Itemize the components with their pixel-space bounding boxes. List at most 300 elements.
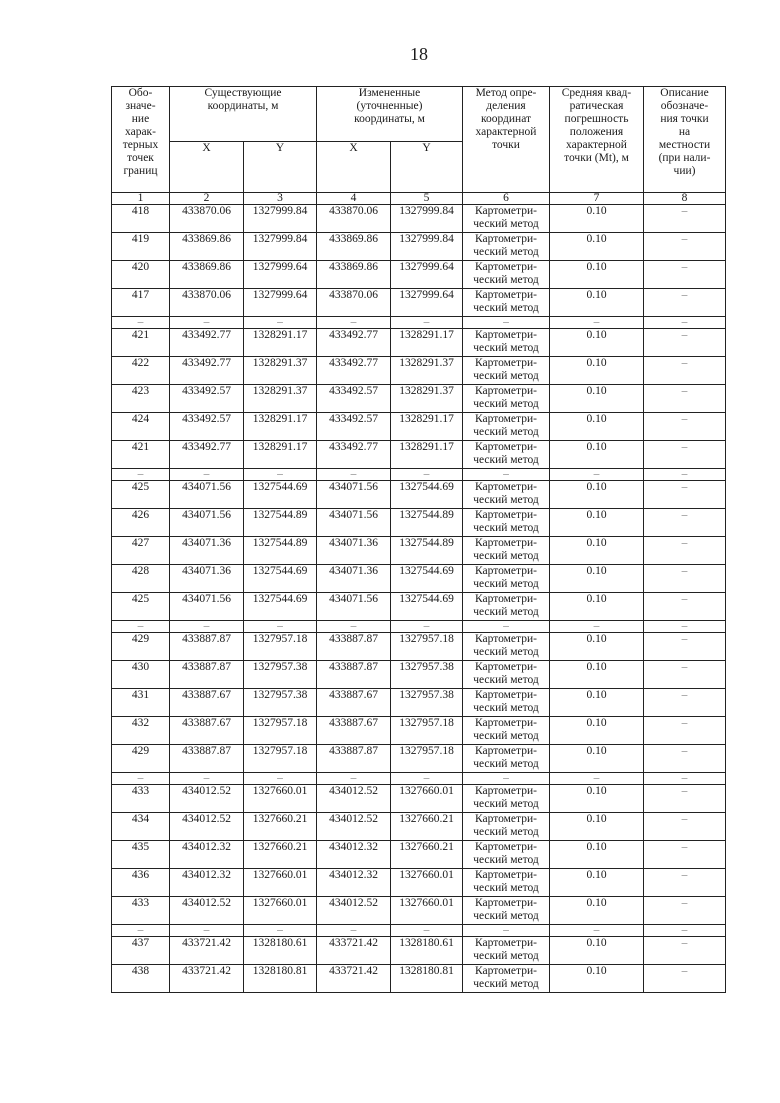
changed-x-cell: 433492.77 (317, 441, 391, 469)
method-text-line1: Картометри- (475, 537, 537, 549)
changed-x-cell: 433492.57 (317, 385, 391, 413)
method-text-line1: Картометри- (475, 441, 537, 453)
method-text-line1: Картометри- (475, 509, 537, 521)
description-cell: – (644, 385, 726, 413)
table-row (112, 205, 726, 233)
separator-dash: – (170, 621, 244, 633)
method-text-line2: ческий метод (473, 274, 539, 286)
error-cell: 0.10 (550, 441, 644, 469)
point-id-cell: 425 (112, 481, 170, 509)
description-cell: – (644, 509, 726, 537)
description-cell: – (644, 633, 726, 661)
description-cell: – (644, 717, 726, 745)
separator-dash: – (644, 469, 726, 481)
description-cell: – (644, 869, 726, 897)
point-id-cell: 429 (112, 633, 170, 661)
header-existing-coordinates: Существующие координаты, м (170, 87, 317, 142)
description-cell: – (644, 289, 726, 317)
header-changed-x: X (317, 142, 391, 193)
existing-y-cell: 1327660.01 (244, 785, 317, 813)
point-id-cell: 422 (112, 357, 170, 385)
method-text-line2: ческий метод (473, 798, 539, 810)
description-cell: – (644, 897, 726, 925)
separator-dash: – (244, 621, 317, 633)
error-cell: 0.10 (550, 869, 644, 897)
existing-x-cell: 433869.86 (170, 233, 244, 261)
error-cell: 0.10 (550, 205, 644, 233)
separator-row (112, 469, 726, 481)
error-cell: 0.10 (550, 661, 644, 689)
changed-y-cell: 1327957.38 (391, 689, 463, 717)
point-id-cell: 433 (112, 897, 170, 925)
separator-row (112, 925, 726, 937)
point-id-cell: 418 (112, 205, 170, 233)
method-text-line2: ческий метод (473, 578, 539, 590)
description-cell: – (644, 937, 726, 965)
method-text-line1: Картометри- (475, 233, 537, 245)
changed-x-cell: 434012.52 (317, 785, 391, 813)
column-number: 1 (112, 193, 170, 205)
method-cell (463, 593, 550, 621)
method-cell (463, 813, 550, 841)
error-cell: 0.10 (550, 633, 644, 661)
changed-y-cell: 1327957.38 (391, 661, 463, 689)
separator-dash: – (391, 621, 463, 633)
changed-x-cell: 434012.52 (317, 897, 391, 925)
existing-y-cell: 1327999.64 (244, 289, 317, 317)
separator-dash: – (391, 773, 463, 785)
separator-dash: – (170, 317, 244, 329)
description-cell: – (644, 661, 726, 689)
error-cell: 0.10 (550, 745, 644, 773)
changed-x-cell: 433870.06 (317, 289, 391, 317)
table-row (112, 745, 726, 773)
existing-y-cell: 1327544.89 (244, 537, 317, 565)
separator-row (112, 317, 726, 329)
method-cell (463, 897, 550, 925)
description-cell: – (644, 413, 726, 441)
existing-x-cell: 433721.42 (170, 937, 244, 965)
changed-y-cell: 1327999.84 (391, 205, 463, 233)
method-cell (463, 481, 550, 509)
existing-x-cell: 434012.52 (170, 785, 244, 813)
table-row (112, 593, 726, 621)
header-method: Метод опре- деления координат характерной точки (463, 87, 550, 193)
description-cell: – (644, 481, 726, 509)
method-text-line2: ческий метод (473, 494, 539, 506)
column-number: 6 (463, 193, 550, 205)
existing-y-cell: 1328180.61 (244, 937, 317, 965)
method-cell (463, 205, 550, 233)
table-row (112, 785, 726, 813)
description-cell: – (644, 965, 726, 993)
description-cell: – (644, 689, 726, 717)
separator-dash: – (463, 773, 550, 785)
method-cell (463, 565, 550, 593)
existing-y-cell: 1328291.37 (244, 385, 317, 413)
method-text-line1: Картометри- (475, 841, 537, 853)
changed-y-cell: 1327544.89 (391, 509, 463, 537)
table-body (112, 205, 726, 993)
changed-x-cell: 433492.77 (317, 357, 391, 385)
column-number: 7 (550, 193, 644, 205)
point-id-cell: 436 (112, 869, 170, 897)
error-cell: 0.10 (550, 689, 644, 717)
method-cell (463, 385, 550, 413)
method-text-line2: ческий метод (473, 854, 539, 866)
changed-y-cell: 1327544.69 (391, 481, 463, 509)
method-cell (463, 869, 550, 897)
changed-x-cell: 433869.86 (317, 233, 391, 261)
separator-dash: – (170, 925, 244, 937)
changed-y-cell: 1328180.81 (391, 965, 463, 993)
existing-y-cell: 1327544.89 (244, 509, 317, 537)
error-cell: 0.10 (550, 565, 644, 593)
changed-y-cell: 1327660.01 (391, 785, 463, 813)
changed-y-cell: 1327957.18 (391, 633, 463, 661)
existing-x-cell: 433492.77 (170, 329, 244, 357)
method-cell (463, 841, 550, 869)
column-number: 2 (170, 193, 244, 205)
changed-x-cell: 434012.32 (317, 869, 391, 897)
method-text-line1: Картометри- (475, 205, 537, 217)
changed-x-cell: 434071.36 (317, 565, 391, 593)
existing-x-cell: 433492.77 (170, 441, 244, 469)
separator-dash: – (463, 925, 550, 937)
point-id-cell: 435 (112, 841, 170, 869)
existing-y-cell: 1327660.01 (244, 897, 317, 925)
method-text-line1: Картометри- (475, 661, 537, 673)
existing-x-cell: 433492.77 (170, 357, 244, 385)
existing-y-cell: 1327999.64 (244, 261, 317, 289)
description-cell: – (644, 565, 726, 593)
changed-x-cell: 433492.77 (317, 329, 391, 357)
error-cell: 0.10 (550, 841, 644, 869)
description-cell: – (644, 329, 726, 357)
description-cell: – (644, 357, 726, 385)
point-id-cell: 434 (112, 813, 170, 841)
method-cell (463, 289, 550, 317)
existing-y-cell: 1328180.81 (244, 965, 317, 993)
table-row (112, 869, 726, 897)
method-text-line1: Картометри- (475, 565, 537, 577)
table-row (112, 413, 726, 441)
method-text-line1: Картометри- (475, 717, 537, 729)
point-id-cell: 438 (112, 965, 170, 993)
method-text-line2: ческий метод (473, 522, 539, 534)
changed-x-cell: 434012.32 (317, 841, 391, 869)
column-numbers-row (112, 193, 726, 205)
error-cell: 0.10 (550, 289, 644, 317)
method-text-line2: ческий метод (473, 606, 539, 618)
separator-dash: – (317, 925, 391, 937)
point-id-cell: 431 (112, 689, 170, 717)
existing-y-cell: 1328291.37 (244, 357, 317, 385)
method-cell (463, 233, 550, 261)
method-text-line2: ческий метод (473, 758, 539, 770)
changed-y-cell: 1327999.64 (391, 261, 463, 289)
existing-y-cell: 1328291.17 (244, 413, 317, 441)
existing-y-cell: 1327660.01 (244, 869, 317, 897)
error-cell: 0.10 (550, 937, 644, 965)
table-row (112, 633, 726, 661)
changed-x-cell: 434071.56 (317, 593, 391, 621)
page-number: 18 (410, 44, 428, 64)
existing-y-cell: 1327957.18 (244, 717, 317, 745)
changed-y-cell: 1328180.61 (391, 937, 463, 965)
separator-dash: – (644, 317, 726, 329)
error-cell: 0.10 (550, 233, 644, 261)
method-text-line2: ческий метод (473, 910, 539, 922)
changed-y-cell: 1327660.01 (391, 897, 463, 925)
existing-x-cell: 434071.56 (170, 509, 244, 537)
method-text-line2: ческий метод (473, 674, 539, 686)
description-cell: – (644, 441, 726, 469)
table-row (112, 357, 726, 385)
method-text-line1: Картометри- (475, 869, 537, 881)
separator-dash: – (317, 621, 391, 633)
method-text-line2: ческий метод (473, 218, 539, 230)
header-existing-y: Y (244, 142, 317, 193)
method-text-line1: Картометри- (475, 745, 537, 757)
point-id-cell: 429 (112, 745, 170, 773)
method-cell (463, 965, 550, 993)
method-text-line2: ческий метод (473, 426, 539, 438)
description-cell: – (644, 813, 726, 841)
existing-x-cell: 433869.86 (170, 261, 244, 289)
separator-dash: – (391, 925, 463, 937)
existing-y-cell: 1327957.18 (244, 633, 317, 661)
method-cell (463, 717, 550, 745)
method-text-line2: ческий метод (473, 950, 539, 962)
header-existing-x: X (170, 142, 244, 193)
existing-y-cell: 1327957.18 (244, 745, 317, 773)
method-text-line2: ческий метод (473, 454, 539, 466)
changed-y-cell: 1328291.37 (391, 357, 463, 385)
method-cell (463, 689, 550, 717)
method-cell (463, 329, 550, 357)
method-cell (463, 661, 550, 689)
existing-x-cell: 434071.56 (170, 593, 244, 621)
changed-x-cell: 434012.52 (317, 813, 391, 841)
table-row (112, 661, 726, 689)
method-text-line2: ческий метод (473, 730, 539, 742)
table-row (112, 509, 726, 537)
existing-y-cell: 1327999.84 (244, 233, 317, 261)
method-text-line1: Картометри- (475, 785, 537, 797)
existing-y-cell: 1327660.21 (244, 841, 317, 869)
point-id-cell: 426 (112, 509, 170, 537)
method-text-line1: Картометри- (475, 689, 537, 701)
table-row (112, 385, 726, 413)
error-cell: 0.10 (550, 717, 644, 745)
separator-dash: – (463, 621, 550, 633)
changed-y-cell: 1328291.37 (391, 385, 463, 413)
changed-y-cell: 1328291.17 (391, 329, 463, 357)
header-mean-square-error: Средняя квад- ратическая погрешность положения характерной точки (Mt), м (550, 87, 644, 193)
method-text-line1: Картометри- (475, 385, 537, 397)
method-cell (463, 261, 550, 289)
method-text-line1: Картометри- (475, 289, 537, 301)
changed-x-cell: 433869.86 (317, 261, 391, 289)
existing-x-cell: 433870.06 (170, 205, 244, 233)
method-cell (463, 537, 550, 565)
table-row (112, 233, 726, 261)
description-cell: – (644, 205, 726, 233)
method-text-line2: ческий метод (473, 398, 539, 410)
method-text-line2: ческий метод (473, 342, 539, 354)
header-changed-coordinates: Измененные (уточненные) координаты, м (317, 87, 463, 142)
point-id-cell: 420 (112, 261, 170, 289)
changed-x-cell: 434071.36 (317, 537, 391, 565)
separator-dash: – (170, 773, 244, 785)
table-row (112, 689, 726, 717)
changed-x-cell: 433721.42 (317, 937, 391, 965)
point-id-cell: 430 (112, 661, 170, 689)
method-text-line2: ческий метод (473, 702, 539, 714)
separator-dash: – (112, 317, 170, 329)
error-cell: 0.10 (550, 537, 644, 565)
existing-x-cell: 433887.67 (170, 689, 244, 717)
changed-x-cell: 433887.67 (317, 717, 391, 745)
description-cell: – (644, 593, 726, 621)
description-cell: – (644, 261, 726, 289)
changed-x-cell: 433887.67 (317, 689, 391, 717)
table-row (112, 897, 726, 925)
changed-y-cell: 1327957.18 (391, 717, 463, 745)
existing-y-cell: 1327544.69 (244, 481, 317, 509)
existing-y-cell: 1327957.38 (244, 661, 317, 689)
method-cell (463, 745, 550, 773)
separator-dash: – (317, 469, 391, 481)
description-cell: – (644, 745, 726, 773)
changed-y-cell: 1327957.18 (391, 745, 463, 773)
separator-dash: – (112, 469, 170, 481)
error-cell: 0.10 (550, 413, 644, 441)
changed-y-cell: 1327999.64 (391, 289, 463, 317)
changed-y-cell: 1328291.17 (391, 441, 463, 469)
table-row (112, 289, 726, 317)
method-text-line2: ческий метод (473, 550, 539, 562)
existing-x-cell: 433870.06 (170, 289, 244, 317)
separator-dash: – (550, 621, 644, 633)
description-cell: – (644, 537, 726, 565)
column-number: 8 (644, 193, 726, 205)
separator-dash: – (112, 925, 170, 937)
point-id-cell: 433 (112, 785, 170, 813)
changed-y-cell: 1327544.69 (391, 565, 463, 593)
point-id-cell: 417 (112, 289, 170, 317)
method-text-line1: Картометри- (475, 593, 537, 605)
method-text-line2: ческий метод (473, 370, 539, 382)
existing-x-cell: 433887.87 (170, 661, 244, 689)
error-cell: 0.10 (550, 357, 644, 385)
coordinates-table (111, 86, 726, 993)
changed-x-cell: 433492.57 (317, 413, 391, 441)
point-id-cell: 437 (112, 937, 170, 965)
existing-y-cell: 1328291.17 (244, 441, 317, 469)
separator-dash: – (463, 317, 550, 329)
existing-x-cell: 433492.57 (170, 385, 244, 413)
table-row (112, 261, 726, 289)
table-row (112, 717, 726, 745)
existing-y-cell: 1327660.21 (244, 813, 317, 841)
method-text-line1: Картометри- (475, 481, 537, 493)
separator-dash: – (550, 773, 644, 785)
table-row (112, 537, 726, 565)
existing-y-cell: 1327544.69 (244, 565, 317, 593)
separator-dash: – (244, 469, 317, 481)
separator-dash: – (244, 773, 317, 785)
error-cell: 0.10 (550, 813, 644, 841)
header-changed-y: Y (391, 142, 463, 193)
point-id-cell: 424 (112, 413, 170, 441)
point-id-cell: 432 (112, 717, 170, 745)
method-text-line2: ческий метод (473, 826, 539, 838)
method-text-line1: Картометри- (475, 897, 537, 909)
separator-dash: – (317, 317, 391, 329)
existing-x-cell: 434012.52 (170, 897, 244, 925)
existing-x-cell: 433721.42 (170, 965, 244, 993)
point-id-cell: 421 (112, 329, 170, 357)
separator-dash: – (391, 469, 463, 481)
separator-dash: – (644, 621, 726, 633)
method-cell (463, 937, 550, 965)
method-text-line1: Картометри- (475, 633, 537, 645)
table-row (112, 813, 726, 841)
method-text-line2: ческий метод (473, 302, 539, 314)
changed-x-cell: 433870.06 (317, 205, 391, 233)
existing-x-cell: 434071.36 (170, 537, 244, 565)
error-cell: 0.10 (550, 785, 644, 813)
method-text-line1: Картометри- (475, 413, 537, 425)
point-id-cell: 419 (112, 233, 170, 261)
existing-x-cell: 434012.32 (170, 841, 244, 869)
existing-x-cell: 433492.57 (170, 413, 244, 441)
existing-y-cell: 1327999.84 (244, 205, 317, 233)
table-row (112, 329, 726, 357)
method-text-line2: ческий метод (473, 646, 539, 658)
error-cell: 0.10 (550, 481, 644, 509)
separator-dash: – (112, 621, 170, 633)
separator-dash: – (391, 317, 463, 329)
separator-dash: – (244, 317, 317, 329)
method-text-line1: Картометри- (475, 813, 537, 825)
column-number: 3 (244, 193, 317, 205)
error-cell: 0.10 (550, 593, 644, 621)
error-cell: 0.10 (550, 509, 644, 537)
point-id-cell: 428 (112, 565, 170, 593)
changed-x-cell: 433887.87 (317, 745, 391, 773)
changed-x-cell: 434071.56 (317, 481, 391, 509)
point-id-cell: 421 (112, 441, 170, 469)
error-cell: 0.10 (550, 897, 644, 925)
changed-y-cell: 1327660.21 (391, 813, 463, 841)
header-point-description: Описание обозначе- ния точки на местности (при нали- чии) (644, 87, 726, 193)
method-text-line1: Картометри- (475, 937, 537, 949)
existing-x-cell: 433887.87 (170, 745, 244, 773)
description-cell: – (644, 233, 726, 261)
changed-y-cell: 1327544.89 (391, 537, 463, 565)
column-number: 5 (391, 193, 463, 205)
changed-y-cell: 1328291.17 (391, 413, 463, 441)
separator-dash: – (244, 925, 317, 937)
header-point-designation: Обо- значе- ние харак- терных точек границ (112, 87, 170, 193)
table-row (112, 565, 726, 593)
table-row (112, 937, 726, 965)
existing-x-cell: 434071.36 (170, 565, 244, 593)
method-text-line2: ческий метод (473, 978, 539, 990)
